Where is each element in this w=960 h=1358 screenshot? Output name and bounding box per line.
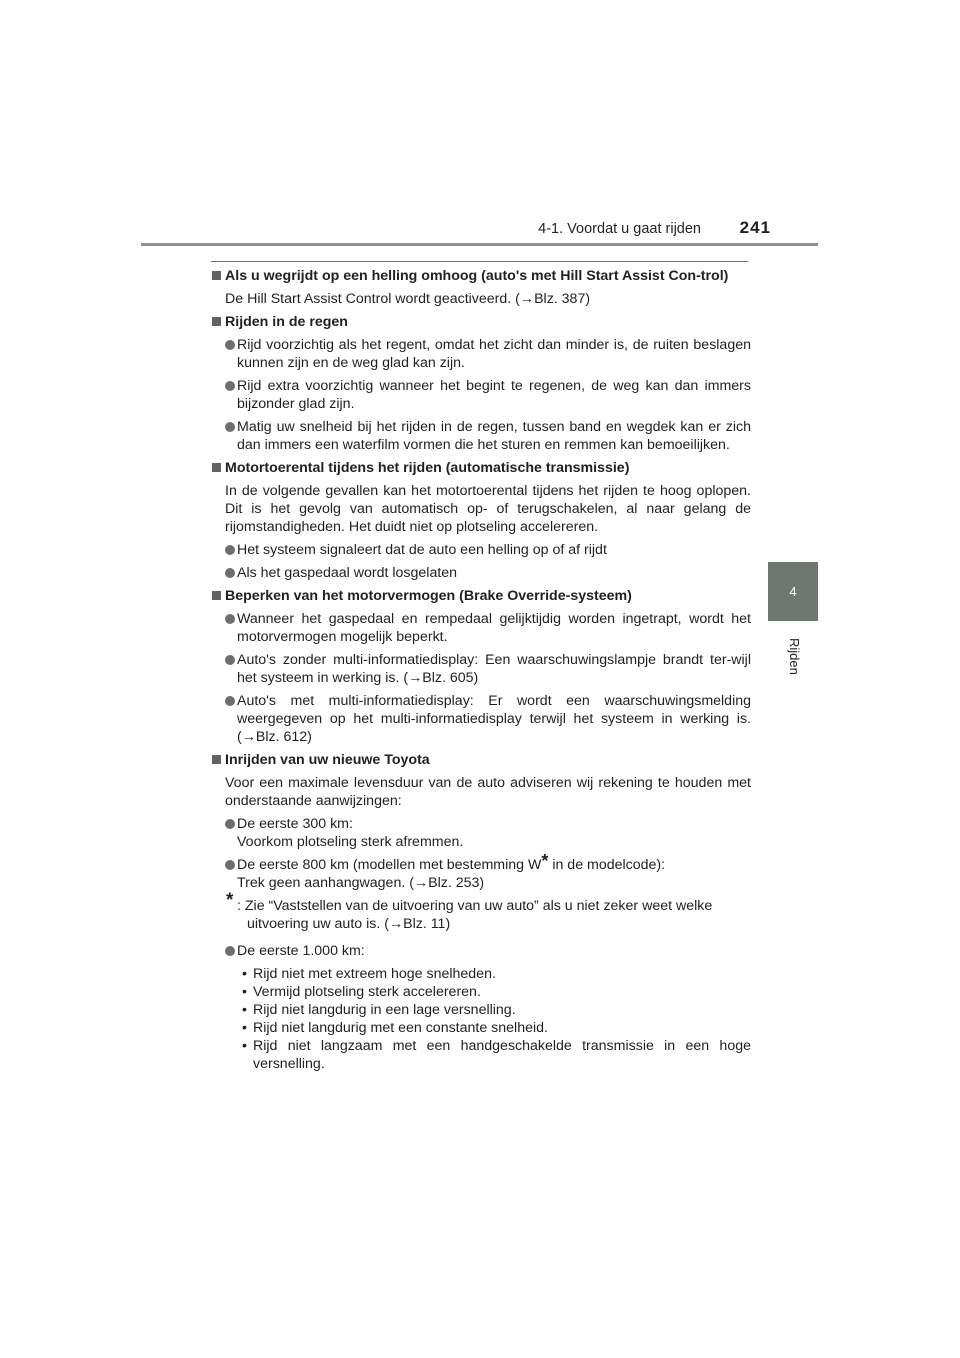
chapter-tab-label: Rijden: [787, 637, 802, 675]
footnote-marker: *: [541, 851, 549, 871]
circle-bullet-icon: [225, 422, 235, 432]
circle-bullet-icon: [225, 655, 235, 665]
section-heading: Motortoerental tijdens het rijden (automatische transmissie): [211, 459, 751, 477]
section-heading: Rijden in de regen: [211, 313, 751, 331]
sub-list-item: • Rijd niet langdurig in een lage versnelling.: [242, 1002, 516, 1018]
paragraph: In de volgende gevallen kan het motortoerental tijdens het rijden te hoog oplopen. Dit is het gevolg van automatisch op- of terugschakelen, al naar gelang de rijomstandigheden. Het duidt niet op plotseling accelereren.: [225, 483, 751, 535]
bullet-item: Het systeem signaleert dat de auto een helling op of af rijdt: [211, 541, 751, 559]
section-break-in: [211, 751, 751, 1073]
bullet-item: De eerste 1.000 km:: [211, 942, 751, 960]
footnote: * : Zie “Vaststellen van de uitvoering van uw auto” als u niet zeker weet welke uitvoering uw auto is. (→Blz. 11): [226, 890, 713, 932]
section-rain: [211, 313, 751, 454]
header-section-title: 4-1. Voordat u gaat rijden: [538, 221, 701, 237]
paragraph: De Hill Start Assist Control wordt geactiveerd. (→Blz. 387): [225, 291, 591, 307]
section-divider: [211, 261, 748, 262]
circle-bullet-icon: [225, 568, 235, 578]
section-engine-speed: [211, 459, 751, 582]
circle-bullet-icon: [225, 381, 235, 391]
section-heading: Inrijden van uw nieuwe Toyota: [211, 751, 751, 769]
square-bullet-icon: [212, 271, 221, 280]
section-heading: Als u wegrijdt op een helling omhoog (auto's met Hill Start Assist Con-trol): [211, 267, 751, 285]
page-content: [211, 267, 751, 1077]
paragraph: Voor een maximale levensduur van de auto adviseren wij rekening te houden met onderstaande aanwijzingen:: [225, 775, 751, 809]
bullet-item: Rijd voorzichtig als het regent, omdat het zicht dan minder is, de ruiten beslagen kunnen zijn en de weg glad kan zijn.: [211, 336, 751, 372]
sub-list-item: • Rijd niet langzaam met een handgeschakelde transmissie in een hoge versnelling.: [242, 1038, 751, 1072]
chapter-tab-number: 4: [789, 584, 797, 599]
section-heading: Beperken van het motorvermogen (Brake Override-systeem): [211, 587, 751, 605]
page-number: 241: [739, 218, 771, 237]
sub-list: [211, 965, 751, 1073]
square-bullet-icon: [212, 463, 221, 472]
bullet-item: De eerste 800 km (modellen met bestemming W* in de modelcode): Trek geen aanhangwagen. (→Blz. 253): [211, 856, 751, 892]
footnote-star: *: [226, 890, 234, 911]
section-hill-start: [211, 267, 751, 308]
circle-bullet-icon: [225, 340, 235, 350]
circle-bullet-icon: [225, 860, 235, 870]
circle-bullet-icon: [225, 946, 235, 956]
bullet-item: Wanneer het gaspedaal en rempedaal gelijktijdig worden ingetrapt, wordt het motorvermogen mogelijk beperkt.: [211, 610, 751, 646]
sub-list-item: • Rijd niet langdurig met een constante snelheid.: [242, 1020, 548, 1036]
square-bullet-icon: [212, 591, 221, 600]
circle-bullet-icon: [225, 545, 235, 555]
sub-list-item: • Vermijd plotseling sterk accelereren.: [242, 984, 481, 1000]
circle-bullet-icon: [225, 696, 235, 706]
section-brake-override: [211, 587, 751, 746]
circle-bullet-icon: [225, 819, 235, 829]
bullet-item: Als het gaspedaal wordt losgelaten: [211, 564, 751, 582]
header-rule: [141, 243, 818, 246]
sub-list-item: • Rijd niet met extreem hoge snelheden.: [242, 966, 496, 982]
square-bullet-icon: [212, 755, 221, 764]
bullet-item: Auto's met multi-informatiedisplay: Er wordt een waarschuwingsmelding weergegeven op het multi-informatiedisplay terwijl het systeem in werking is. (→Blz. 612): [211, 692, 751, 746]
square-bullet-icon: [212, 317, 221, 326]
bullet-item: Rijd extra voorzichtig wanneer het begint te regenen, de weg kan dan immers bijzonder glad zijn.: [211, 377, 751, 413]
bullet-item: Matig uw snelheid bij het rijden in de regen, tussen band en wegdek kan er zich dan immers een waterfilm vormen die het sturen en remmen kan bemoeilijken.: [211, 418, 751, 454]
circle-bullet-icon: [225, 614, 235, 624]
chapter-tab[interactable]: [768, 562, 818, 621]
bullet-item: Auto's zonder multi-informatiedisplay: Een waarschuwingslampje brandt ter-wijl het systeem in werking is. (→Blz. 605): [211, 651, 751, 687]
bullet-item: De eerste 300 km: Voorkom plotseling sterk afremmen.: [211, 815, 751, 851]
